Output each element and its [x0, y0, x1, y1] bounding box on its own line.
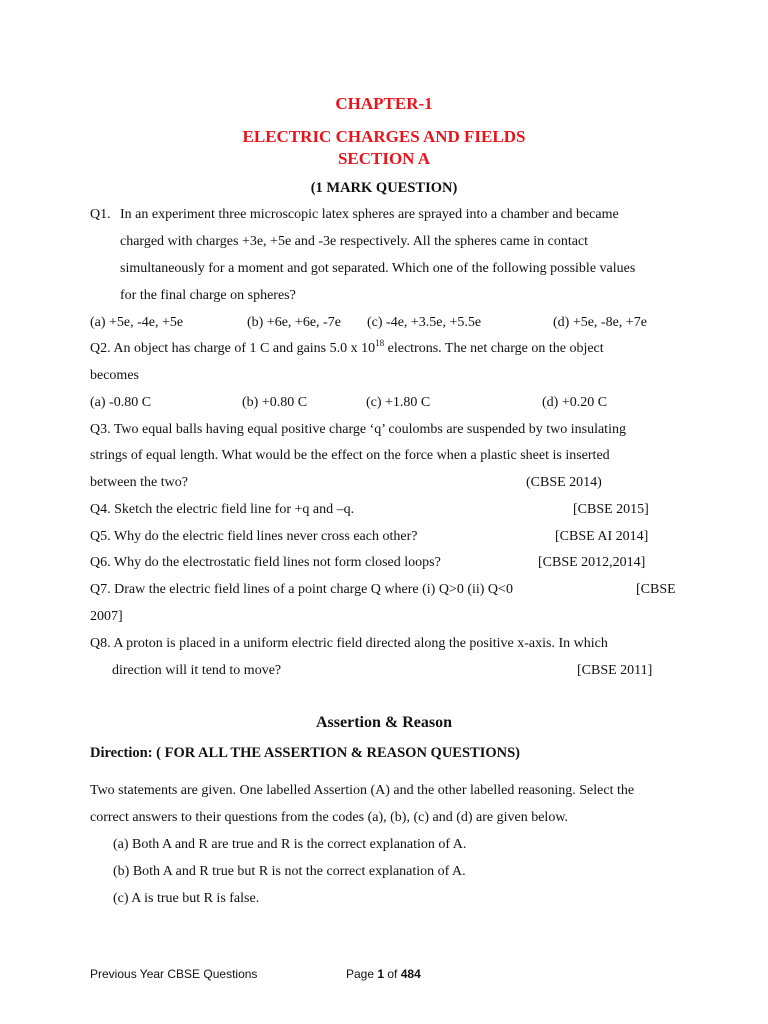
q3-line-2: strings of equal length. What would be the effect on the force when a plastic sheet is inserted [90, 448, 610, 463]
q4-text: Q4. Sketch the electric field line for +q and –q. [90, 502, 355, 517]
assertion-direction: Direction: ( FOR ALL THE ASSERTION & REASON QUESTIONS) [90, 745, 521, 761]
q1-option-a: (a) +5e, -4e, +5e [90, 315, 184, 330]
q6-reference: [CBSE 2012,2014] [538, 555, 646, 570]
q2-text-post: electrons. The net charge on the object [384, 341, 604, 356]
q3-line-3: between the two? [90, 475, 188, 490]
q2-option-c: (c) +1.80 C [366, 395, 431, 410]
q1-line-2: charged with charges +3e, +5e and -3e respectively. All the spheres came in contact [120, 234, 589, 249]
q1-option-b: (b) +6e, +6e, -7e [247, 315, 341, 330]
assertion-intro-1: Two statements are given. One labelled Assertion (A) and the other labelled reasoning. Select the [90, 783, 635, 798]
page-current: 1 [377, 967, 385, 981]
chapter-title: ELECTRIC CHARGES AND FIELDS [242, 127, 526, 146]
q1-option-d: (d) +5e, -8e, +7e [553, 315, 647, 330]
q3-reference: (CBSE 2014) [526, 475, 602, 490]
section-title: SECTION A [337, 149, 431, 168]
assertion-code-a: (a) Both A and R are true and R is the correct explanation of A. [113, 837, 467, 852]
page-indicator [346, 968, 421, 980]
page-prefix: Page [346, 967, 378, 981]
mark-subheading: (1 MARK QUESTION) [310, 180, 458, 196]
q7-reference: [CBSE [636, 582, 676, 597]
q7-text: Q7. Draw the electric field lines of a point charge Q where (i) Q>0 (ii) Q<0 [90, 582, 513, 597]
q8-reference: [CBSE 2011] [577, 663, 653, 678]
assertion-title: Assertion & Reason [316, 714, 452, 731]
page-total: 484 [400, 967, 421, 981]
q3-line-1: Q3. Two equal balls having equal positive charge ‘q’ coulombs are suspended by two insulating [90, 422, 626, 437]
q8-line-1: Q8. A proton is placed in a uniform electric field directed along the positive x-axis. In which [90, 636, 608, 651]
q1-line-4: for the final charge on spheres? [120, 288, 296, 303]
q2-line-2: becomes [90, 368, 139, 383]
q2-option-b: (b) +0.80 C [242, 395, 308, 410]
footer-title: Previous Year CBSE Questions [90, 967, 258, 981]
q6-text: Q6. Why do the electrostatic field lines not form closed loops? [90, 555, 441, 570]
assertion-code-b: (b) Both A and R true but R is not the correct explanation of A. [113, 864, 466, 879]
q1-line-3: simultaneously for a moment and got separated. Which one of the following possible values [120, 261, 636, 276]
q2-text-pre: Q2. An object has charge of 1 C and gains 5.0 x 10 [90, 341, 376, 356]
q8-line-2: direction will it tend to move? [112, 663, 282, 678]
q2-option-d: (d) +0.20 C [542, 395, 608, 410]
q5-reference: [CBSE AI 2014] [555, 529, 649, 544]
q2-line-1 [90, 338, 604, 356]
page-of: of [384, 967, 401, 981]
q2-option-a: (a) -0.80 C [90, 395, 152, 410]
chapter-number: CHAPTER-1 [335, 94, 433, 113]
q5-text: Q5. Why do the electric field lines never cross each other? [90, 529, 418, 544]
q4-reference: [CBSE 2015] [573, 502, 649, 517]
q2-exponent: 18 [375, 338, 385, 348]
q7-reference-cont: 2007] [90, 609, 123, 624]
assertion-code-c: (c) A is true but R is false. [113, 891, 260, 906]
assertion-intro-2: correct answers to their questions from the codes (a), (b), (c) and (d) are given below. [90, 810, 569, 825]
q1-option-c: (c) -4e, +3.5e, +5.5e [367, 315, 482, 330]
q1-number: Q1. [90, 207, 111, 222]
q1-line-1: In an experiment three microscopic latex spheres are sprayed into a chamber and became [120, 207, 619, 222]
